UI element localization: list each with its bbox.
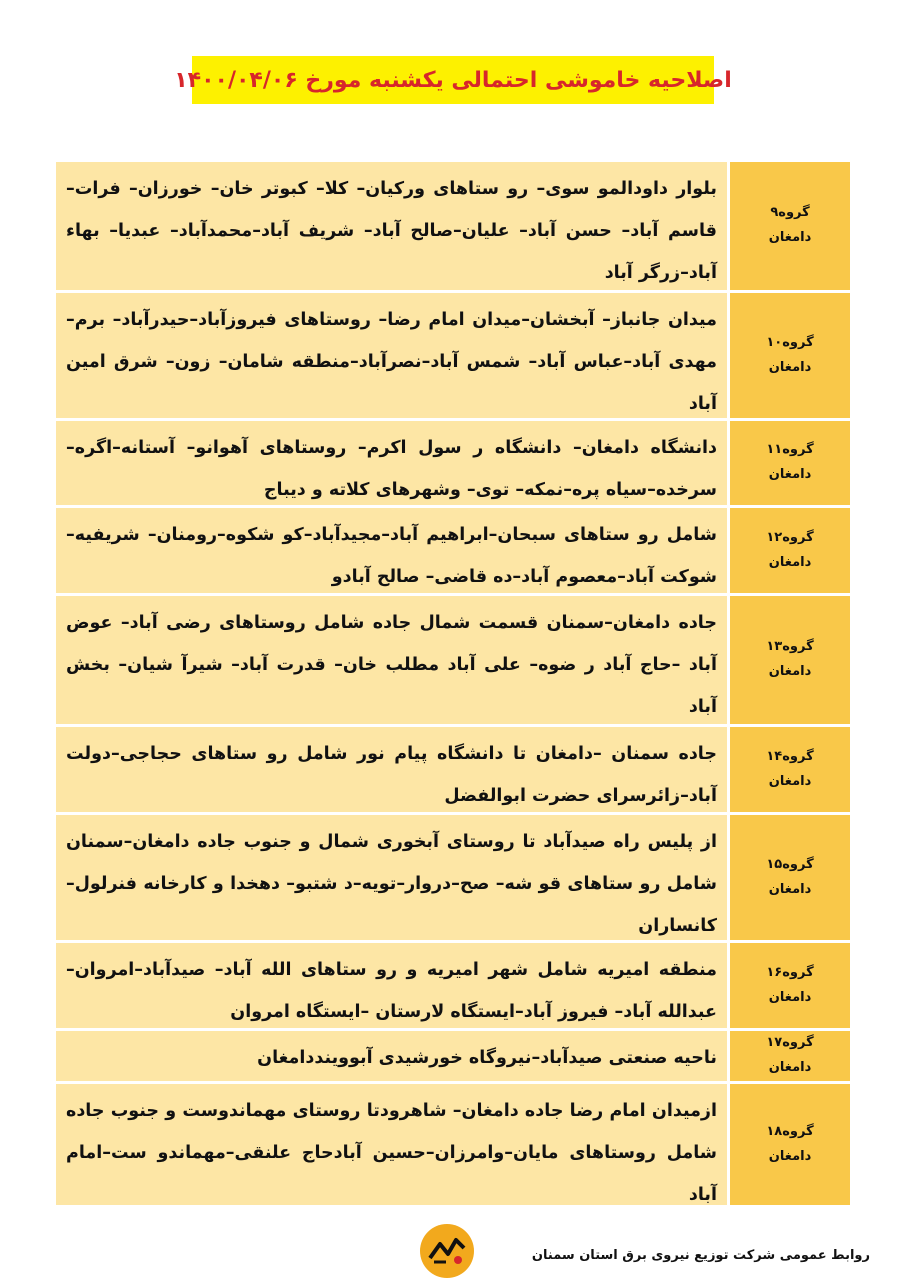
table-row: [56, 1084, 850, 1205]
electricity-company-logo-icon: [418, 1222, 476, 1280]
area-list: جاده سمنان –دامغان تا دانشگاه پیام نور شامل رو ستاهای حجاجی–دولت آباد–زائرسرای حضرت ابوالفضل: [56, 727, 727, 812]
table-row: [56, 943, 850, 1028]
page-title: اصلاحیه خاموشی احتمالی یکشنبه مورخ ۱۴۰۰/۰۴/۰۶: [192, 56, 714, 104]
city-label: دامغان: [768, 1148, 812, 1164]
group-label: گروه۱۴: [766, 748, 814, 764]
table-row: [56, 1031, 850, 1081]
area-list: ناحیه صنعتی صیدآباد–نیروگاه خورشیدی آبووینددامغان: [56, 1031, 727, 1081]
group-label: گروه۹: [770, 205, 810, 221]
table-row: [56, 596, 850, 724]
area-list: ازمیدان امام رضا جاده دامغان– شاهرودتا روستای مهماندوست و جنوب جاده شامل روستاهای مایان–وامرزان–حسین آبادحاج علنقی–مهماندو ست–امام آباد: [56, 1084, 727, 1205]
group-cell: [730, 815, 850, 940]
area-list: شامل رو ستاهای سبحان–ابراهیم آباد–مجیدآباد–کو شکوه–رومنان– شریفیه–شوکت آباد–معصوم آباد–ده قاضی– صالح آبادو: [56, 508, 727, 593]
group-cell: [730, 162, 850, 290]
group-label: گروه۱۷: [766, 1035, 814, 1051]
group-label: گروه۱۵: [766, 856, 814, 872]
area-list: منطقه امیریه شامل شهر امیریه و رو ستاهای الله آباد– صیدآباد–امروان– عبدالله آباد– فیروز آباد–ایستگاه لارستان –ایستگاه امروان: [56, 943, 727, 1028]
area-list: از پلیس راه صیدآباد تا روستای آبخوری شمال و جنوب جاده دامغان–سمنان شامل رو ستاهای قو شه– صح–دروار–تویه–د شتبو– دهخدا و کارخانه فنرلول–کانساران: [56, 815, 727, 940]
group-label: گروه۱۸: [766, 1123, 814, 1139]
group-label: گروه۱۰: [766, 334, 814, 350]
area-list: میدان جانباز– آبخشان–میدان امام رضا– روستاهای فیروزآباد–حیدرآباد– برم– مهدی آباد–عباس آباد– شمس آباد–نصرآباد–منطقه شامان– زون– شرق امین آباد: [56, 293, 727, 418]
city-label: دامغان: [768, 467, 812, 482]
city-label: دامغان: [768, 554, 812, 570]
group-cell: [730, 293, 850, 418]
group-cell: [730, 727, 850, 812]
group-cell: [730, 1031, 850, 1081]
schedule-table: [56, 162, 850, 1208]
group-label: گروه۱۳: [766, 639, 814, 655]
group-cell: [730, 421, 850, 505]
city-label: دامغان: [768, 1060, 812, 1075]
group-cell: [730, 1084, 850, 1205]
city-label: دامغان: [768, 989, 812, 1005]
area-list: دانشگاه دامغان– دانشگاه ر سول اکرم– روستاهای آهوانو– آستانه–اگره– سرخده–سیاه پره–نمکه– توی– وشهرهای کلاته و دیباج: [56, 421, 727, 505]
group-cell: [730, 943, 850, 1028]
footer-text: روابط عمومی شرکت توزیع نیروی برق استان سمنان: [531, 1248, 870, 1263]
group-label: گروه۱۲: [766, 529, 814, 545]
group-label: گروه۱۶: [766, 964, 814, 980]
city-label: دامغان: [768, 881, 812, 897]
table-row: [56, 508, 850, 593]
group-cell: [730, 596, 850, 724]
table-row: [56, 162, 850, 290]
group-label: گروه۱۱: [766, 442, 814, 458]
city-label: دامغان: [768, 664, 812, 679]
city-label: دامغان: [768, 773, 812, 789]
table-row: [56, 727, 850, 812]
group-cell: [730, 508, 850, 593]
table-row: [56, 815, 850, 940]
table-row: [56, 293, 850, 418]
city-label: دامغان: [768, 359, 812, 375]
area-list: بلوار داودالمو سوی– رو ستاهای ورکیان– کلا– کبوتر خان– خورزان– فرات– قاسم آباد– حسن آباد– علیان–صالح آباد– شریف آباد–محمدآباد– عبدیا– بهاء آباد–زرگر آباد: [56, 162, 727, 290]
area-list: جاده دامغان–سمنان قسمت شمال جاده شامل روستاهای رضی آباد– عوض آباد –حاج آباد ر ضوه– علی آباد مطلب خان– قدرت آباد– شیرآ شیان– بخش آباد: [56, 596, 727, 724]
city-label: دامغان: [768, 230, 812, 245]
table-row: [56, 421, 850, 505]
